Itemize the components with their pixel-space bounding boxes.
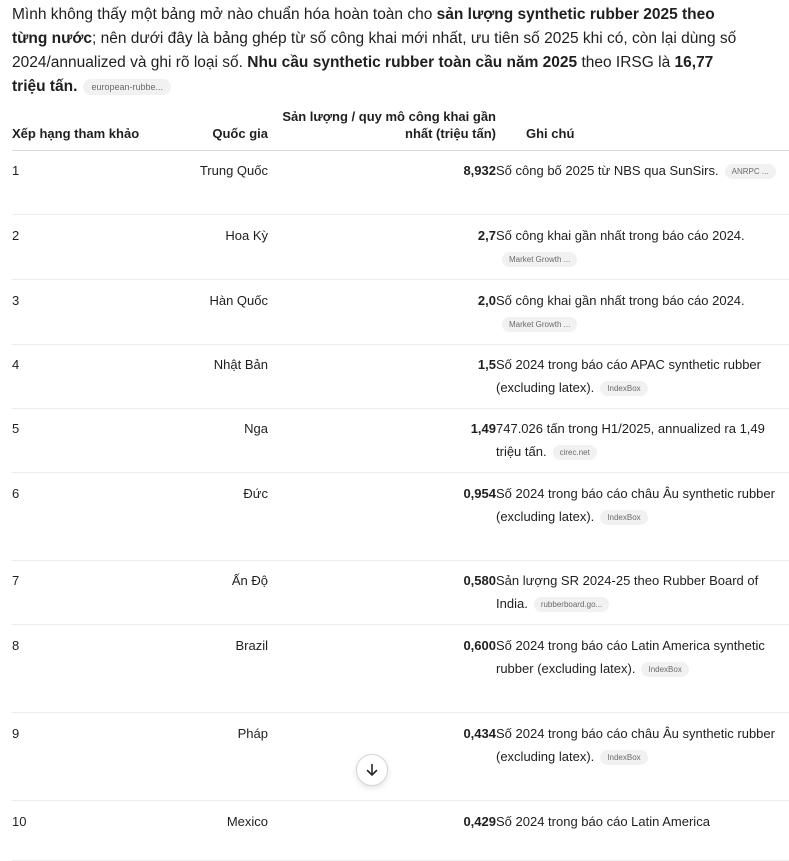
header-note: Ghi chú — [496, 108, 789, 151]
volume-value: 0,434 — [463, 726, 496, 741]
cell-note — [496, 561, 789, 625]
cell-rank: 10 — [12, 801, 162, 861]
source-chip[interactable]: european-rubbe... — [83, 79, 171, 95]
cell-country: Pháp — [162, 713, 268, 801]
source-chip[interactable]: IndexBox — [600, 750, 647, 765]
table-row — [12, 713, 789, 801]
source-chip[interactable]: cirec.net — [553, 445, 597, 460]
note-text: Sản lượng SR 2024-25 theo Rubber Board of India. — [496, 573, 759, 611]
cell-country: Hoa Kỳ — [162, 215, 268, 280]
cell-volume — [268, 215, 496, 280]
cell-note — [496, 215, 789, 280]
volume-value: 2,0 — [477, 293, 496, 308]
cell-volume — [268, 280, 496, 345]
cell-country: Đức — [162, 473, 268, 561]
table-header-row — [12, 108, 789, 151]
cell-country: Hàn Quốc — [162, 280, 268, 345]
cell-note — [496, 801, 789, 861]
intro-text-1: Mình không thấy một bảng mở nào chuẩn hóa hoàn toàn cho — [12, 6, 437, 23]
cell-rank: 5 — [12, 409, 162, 473]
cell-rank: 4 — [12, 345, 162, 409]
source-chip[interactable]: ANRPC ... — [725, 164, 776, 179]
table-row — [12, 151, 789, 215]
cell-note — [496, 713, 789, 801]
volume-value: 8,932 — [463, 163, 496, 178]
intro-bold-3: 16,77 triệu tấn. — [12, 54, 714, 95]
cell-rank: 1 — [12, 151, 162, 215]
source-chip[interactable]: Market Growth ... — [502, 252, 577, 267]
cell-rank: 9 — [12, 713, 162, 801]
cell-note — [496, 625, 789, 713]
table-row — [12, 215, 789, 280]
source-chip[interactable]: rubberboard.go... — [534, 597, 609, 612]
header-volume: Sản lượng / quy mô công khai gần nhất (triệu tấn) — [268, 108, 496, 151]
cell-volume — [268, 801, 496, 861]
table-body — [12, 151, 789, 861]
table-row — [12, 801, 789, 861]
cell-country: Ấn Độ — [162, 561, 268, 625]
cell-country: Nhật Bản — [162, 345, 268, 409]
intro-paragraph — [12, 3, 747, 99]
cell-note — [496, 151, 789, 215]
header-country: Quốc gia — [162, 108, 268, 151]
source-chip[interactable]: IndexBox — [600, 510, 647, 525]
cell-volume — [268, 151, 496, 215]
note-text: Số công bố 2025 từ NBS qua SunSirs. — [496, 163, 719, 178]
scroll-down-button[interactable] — [356, 754, 388, 786]
cell-rank: 6 — [12, 473, 162, 561]
volume-value: 1,5 — [477, 357, 496, 372]
cell-note — [496, 409, 789, 473]
intro-text-2: ; nên dưới đây là bảng ghép từ số công khai mới nhất, ưu tiên số 2025 khi có, còn lại dùng số 2024/annualized và ghi rõ loại số. — [12, 30, 737, 71]
cell-note — [496, 345, 789, 409]
table-row — [12, 625, 789, 713]
cell-country: Nga — [162, 409, 268, 473]
intro-bold-2: Nhu cầu synthetic rubber toàn cầu năm 2025 — [247, 54, 578, 71]
cell-volume — [268, 409, 496, 473]
note-text: Số 2024 trong báo cáo châu Âu synthetic rubber (excluding latex). — [496, 486, 775, 524]
table-row — [12, 473, 789, 561]
table-row — [12, 561, 789, 625]
cell-volume — [268, 473, 496, 561]
cell-note — [496, 473, 789, 561]
table-row — [12, 280, 789, 345]
source-chip[interactable]: IndexBox — [600, 381, 647, 396]
note-text: Số 2024 trong báo cáo Latin America — [496, 814, 710, 829]
header-rank: Xếp hạng tham khảo — [12, 108, 162, 151]
volume-value: 1,49 — [470, 421, 496, 436]
cell-volume — [268, 625, 496, 713]
note-text: 747.026 tấn trong H1/2025, annualized ra 1,49 triệu tấn. — [496, 421, 765, 459]
cell-rank: 3 — [12, 280, 162, 345]
note-text: Số 2024 trong báo cáo Latin America synthetic rubber (excluding latex). — [496, 638, 765, 676]
volume-value: 0,429 — [463, 814, 496, 829]
note-text: Số công khai gần nhất trong báo cáo 2024. — [496, 293, 745, 308]
note-text: Số công khai gần nhất trong báo cáo 2024. — [496, 228, 745, 243]
cell-country: Brazil — [162, 625, 268, 713]
cell-country: Trung Quốc — [162, 151, 268, 215]
table-row — [12, 409, 789, 473]
table-row — [12, 345, 789, 409]
cell-rank: 2 — [12, 215, 162, 280]
cell-rank: 8 — [12, 625, 162, 713]
arrow-down-icon — [365, 763, 379, 777]
volume-value: 2,7 — [477, 228, 496, 243]
volume-value: 0,600 — [463, 638, 496, 653]
intro-text-3: theo IRSG là — [577, 54, 675, 71]
note-text: Số 2024 trong báo cáo APAC synthetic rubber (excluding latex). — [496, 357, 761, 395]
cell-country: Mexico — [162, 801, 268, 861]
note-text: Số 2024 trong báo cáo châu Âu synthetic rubber (excluding latex). — [496, 726, 775, 764]
cell-rank: 7 — [12, 561, 162, 625]
cell-volume — [268, 345, 496, 409]
production-table — [12, 108, 789, 861]
source-chip[interactable]: Market Growth ... — [502, 317, 577, 332]
cell-volume — [268, 561, 496, 625]
volume-value: 0,954 — [463, 486, 496, 501]
intro-bold-1: sản lượng synthetic rubber 2025 theo từng nước — [12, 6, 715, 47]
cell-note — [496, 280, 789, 345]
source-chip[interactable]: IndexBox — [641, 662, 688, 677]
volume-value: 0,580 — [463, 573, 496, 588]
cell-volume — [268, 713, 496, 801]
